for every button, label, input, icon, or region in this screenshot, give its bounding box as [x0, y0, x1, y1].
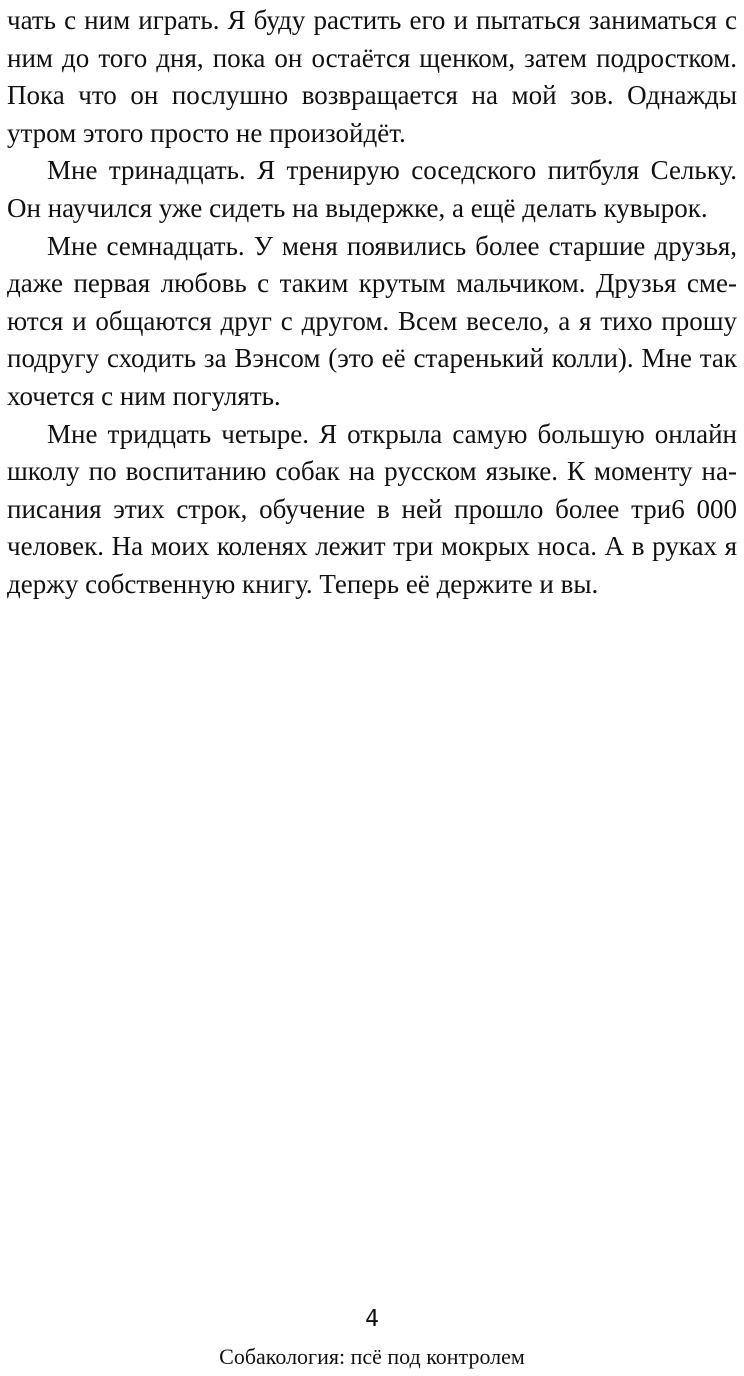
- body-text: [7, 2, 737, 604]
- running-footer-title: Собакология: псё под контролем: [219, 1344, 525, 1369]
- page-number: 4: [365, 1306, 379, 1332]
- paragraph-1: чать с ним играть. Я буду растить его и пытаться заниматься с ним до того дня, пока он остаётся щенком, затем подростком. Пока что он послушно возвращается на мой зов. Однажды утром этого просто не произойдёт.: [7, 5, 737, 148]
- paragraph-4: Мне тридцать четыре. Я открыла самую большую онлайн школу по воспитанию собак на русском языке. К моменту написания этих строк, обучение в ней прошло более три6 000 человек. На моих коленях лежит три мокрых носа. А в руках я держу собственную книгу. Теперь её держите и вы.: [7, 418, 737, 599]
- paragraph-2: Мне тринадцать. Я тренирую соседского питбуля Сельку. Он научился уже сидеть на выдержке, а ещё делать кувырок.: [7, 155, 737, 223]
- paragraph-3: Мне семнадцать. У меня появились более старшие друзья, даже первая любовь с таким крутым мальчиком. Друзья смеются и общаются друг с другом. Всем весело, а я тихо прошу подругу сходить за Вэнсом (это её старенький колли). Мне так хочется с ним погулять.: [7, 230, 737, 411]
